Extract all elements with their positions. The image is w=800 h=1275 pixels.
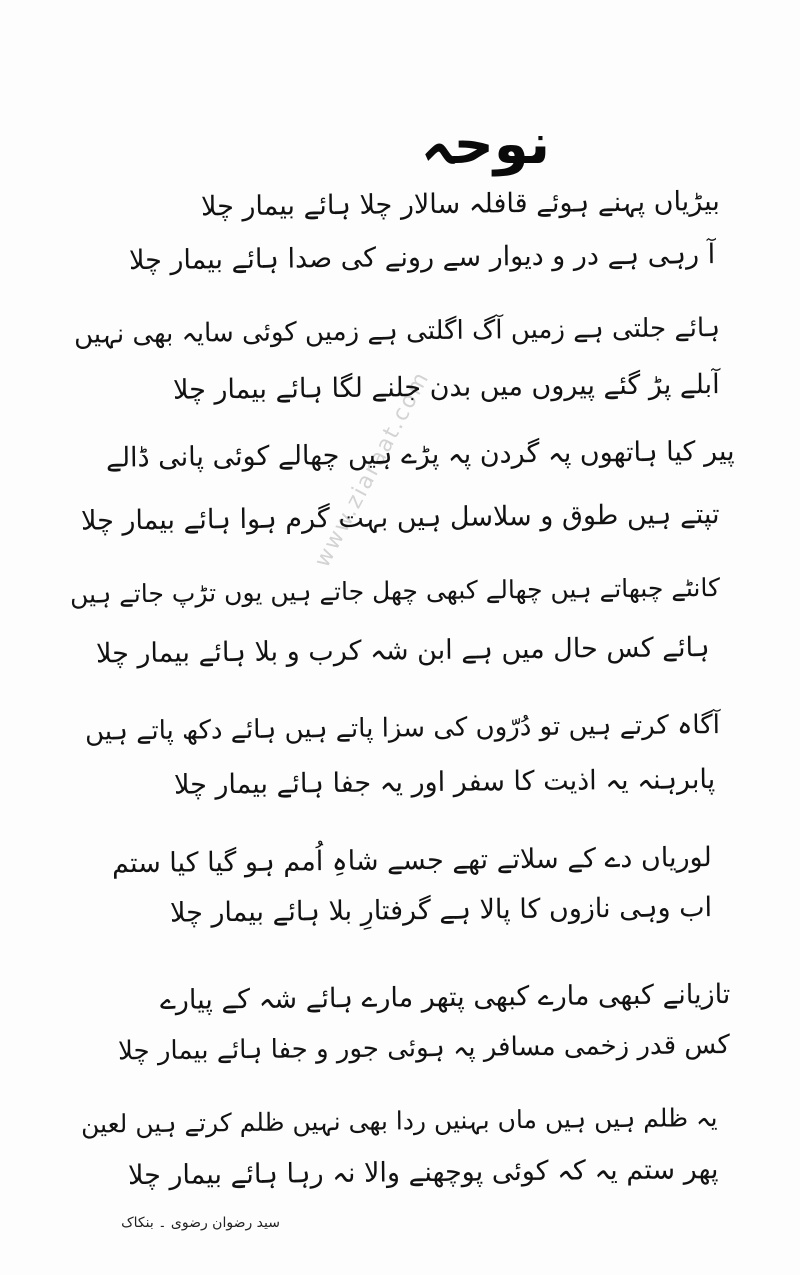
verse-line: ہائے جلتی ہے زمیں آگ اگلتی ہے زمیں کوئی سایہ بھی نہیں (73, 313, 721, 350)
verse-line: اب وہی نازوں کا پالا ہے گرفتارِ بلا ہائے بیمار چلا (169, 892, 713, 929)
verse-line: تازیانے کبھی مارے کبھی پتھر مارے ہائے شہ کے پیارے (159, 979, 731, 1016)
page-title: نوحہ (420, 112, 550, 177)
watermark: www.ziaraat.com (310, 366, 435, 572)
verse-line: لوریاں دے کے سلاتے تھے جسے شاہِ اُمم ہو گیا کیا ستم (112, 842, 713, 880)
verse-line: آگاہ کرتے ہیں تو دُرّوں کی سزا پاتے ہیں ہائے دکھ پاتے ہیں (85, 710, 721, 747)
verse-line: یہ ظلم ہیں ہیں ماں بہنیں ردا بھی نہیں ظلم کرتے ہیں لعین (81, 1103, 719, 1139)
verse-line: بیڑیاں پہنے ہوئے قافلہ سالار چلا ہائے بیمار چلا (201, 186, 721, 223)
verse-line: پابرہنہ یہ اذیت کا سفر اور یہ جفا ہائے بیمار چلا (173, 764, 716, 801)
verse-line: آ رہی ہے در و دیوار سے رونے کی صدا ہائے بیمار چلا (128, 239, 716, 277)
verse-line: پیر کیا ہاتھوں پہ گردن پہ پڑے ہیں چھالے کوئی پانی ڈالے (106, 436, 736, 474)
author-credit: سید رضوان رضوی ۔ بنکاک (121, 1215, 280, 1231)
verse-line: آبلے پڑ گئے پیروں میں بدن جلنے لگا ہائے بیمار چلا (173, 369, 721, 406)
verse-line: تپتے ہیں طوق و سلاسل ہیں بہت گرم ہوا ہائے بیمار چلا (81, 499, 721, 537)
verse-line: کس قدر زخمی مسافر پہ ہوئی جور و جفا ہائے بیمار چلا (118, 1030, 731, 1067)
verse-line: ہائے کس حال میں ہے ابن شہ کرب و بلا ہائے بیمار چلا (96, 632, 711, 670)
verse-line: کانٹے چبھاتے ہیں چھالے کبھی چھل جاتے ہیں یوں تڑپ جاتے ہیں (69, 573, 721, 609)
verse-line: پھر ستم یہ کہ کوئی پوچھنے والا نہ رہا ہائے بیمار چلا (127, 1154, 719, 1192)
